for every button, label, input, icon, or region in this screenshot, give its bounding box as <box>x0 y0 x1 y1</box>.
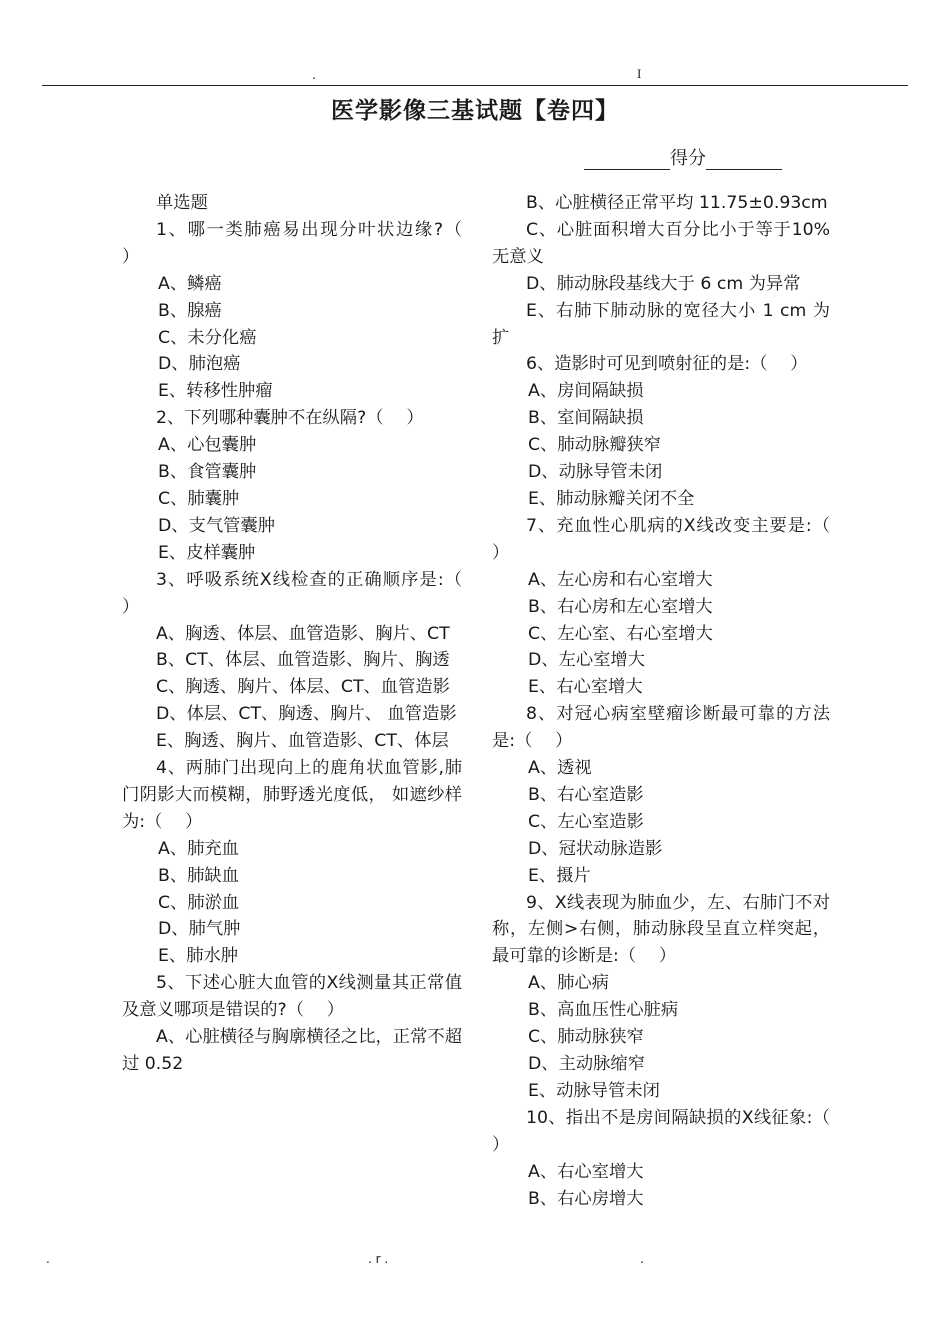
score-blank-left[interactable] <box>584 149 670 170</box>
q4-option-b: B、肺缺血 <box>158 865 239 886</box>
footer-right-mark: . <box>640 1252 644 1266</box>
q8-option-a: A、透视 <box>528 758 592 779</box>
q7-option-c: C、左心室、右心室增大 <box>528 623 713 644</box>
q4-option-e: E、肺水肿 <box>158 946 239 967</box>
question-5: 5、下述心脏大血管的X线测量其正常值及意义哪项是错误的?（ ） <box>122 973 462 1021</box>
header-rule <box>42 85 908 86</box>
question-7: 7、充血性心肌病的X线改变主要是:（ ） <box>492 515 853 563</box>
q8-option-d: D、冠状动脉造影 <box>528 838 663 859</box>
question-2: 2、下列哪种囊肿不在纵隔?（ ） <box>156 408 424 429</box>
question-10: 10、指出不是房间隔缺损的X线征象:（ ） <box>492 1107 853 1155</box>
question-3: 3、呼吸系统X线检查的正确顺序是:（ ） <box>122 569 485 617</box>
q2-option-a: A、心包囊肿 <box>158 435 257 456</box>
q3-option-c: C、胸透、胸片、体层、CT、血管造影 <box>156 677 450 698</box>
q9-option-a: A、肺心病 <box>528 973 609 994</box>
q6-option-d: D、动脉导管未闭 <box>528 462 663 483</box>
q1-option-a: A、鳞癌 <box>158 273 222 294</box>
q1-option-b: B、腺癌 <box>158 300 222 321</box>
q6-option-c: C、肺动脉瓣狭窄 <box>528 435 662 456</box>
question-6: 6、造影时可见到喷射征的是:（ ） <box>526 354 808 375</box>
q5-option-a: A、心脏横径与胸廓横径之比，正常不超过 0.52 <box>122 1027 462 1074</box>
q1-option-e: E、转移性肿瘤 <box>158 381 273 402</box>
q7-option-a: A、左心房和右心室增大 <box>528 569 713 590</box>
q5-option-e: E、右肺下肺动脉的宽径大小 1 cm 为扩 <box>492 300 830 348</box>
score-line <box>584 144 782 170</box>
q2-option-c: C、肺囊肿 <box>158 488 240 509</box>
footer-mid-mark: . r . <box>368 1252 389 1266</box>
footer-left-mark: . <box>46 1252 50 1266</box>
q4-option-d: D、肺气肿 <box>158 919 241 940</box>
q2-option-e: E、皮样囊肿 <box>158 542 256 563</box>
right-column <box>492 190 853 1212</box>
q3-option-b: B、CT、体层、血管造影、胸片、胸透 <box>156 650 450 671</box>
question-8: 8、对冠心病室壁瘤诊断最可靠的方法是:（ ） <box>492 704 830 752</box>
q5-option-d: D、肺动脉段基线大于 6 cm 为异常 <box>526 273 801 294</box>
q10-option-b: B、右心房增大 <box>528 1188 644 1209</box>
q7-option-d: D、左心室增大 <box>528 650 645 671</box>
question-4: 4、两肺门出现向上的鹿角状血管影,肺门阴影大而模糊，肺野透光度低， 如遮纱样为:（ ） <box>122 758 462 832</box>
q9-option-c: C、肺动脉狭窄 <box>528 1027 644 1048</box>
q6-option-b: B、室间隔缺损 <box>528 408 644 429</box>
q3-option-d: D、体层、CT、胸透、胸片、 血管造影 <box>156 704 457 725</box>
q8-option-e: E、摄片 <box>528 865 591 886</box>
score-label: 得分 <box>670 148 706 169</box>
header-mark: I <box>637 66 642 81</box>
q7-option-e: E、右心室增大 <box>528 677 643 698</box>
q1-option-c: C、未分化癌 <box>158 327 257 348</box>
question-1: 1、哪一类肺癌易出现分叶状边缘?（ ） <box>122 219 485 267</box>
q9-option-b: B、高血压性心脏病 <box>528 1000 679 1021</box>
question-9: 9、X线表现为肺血少，左、右肺门不对称，左侧>右侧，肺动脉段呈直立样突起，最可靠的诊断是:（ ） <box>492 892 830 967</box>
page-title: 医学影像三基试题【卷四】 <box>331 98 619 124</box>
q3-option-a: A、胸透、体层、血管造影、胸片、CT <box>156 623 450 644</box>
score-blank-right[interactable] <box>706 149 782 170</box>
q6-option-a: A、房间隔缺损 <box>528 381 644 402</box>
q2-option-b: B、食管囊肿 <box>158 462 257 483</box>
q8-option-b: B、右心室造影 <box>528 784 644 805</box>
q1-option-d: D、肺泡癌 <box>158 354 241 375</box>
q6-option-e: E、肺动脉瓣关闭不全 <box>528 488 695 509</box>
q2-option-d: D、支气管囊肿 <box>158 515 275 536</box>
q9-option-e: E、动脉导管未闭 <box>528 1080 660 1101</box>
section-heading: 单选题 <box>156 193 208 213</box>
q10-option-a: A、右心室增大 <box>528 1161 644 1182</box>
q5-option-b: B、心脏横径正常平均 11.75±0.93cm <box>526 193 828 213</box>
q4-option-a: A、肺充血 <box>158 838 239 859</box>
q4-option-c: C、肺淤血 <box>158 892 240 913</box>
q9-option-d: D、主动脉缩窄 <box>528 1054 645 1074</box>
left-column <box>122 190 485 1078</box>
q3-option-e: E、胸透、胸片、血管造影、CT、体层 <box>156 731 449 752</box>
header-dot: . <box>312 68 316 82</box>
q7-option-b: B、右心房和左心室增大 <box>528 596 713 617</box>
q8-option-c: C、左心室造影 <box>528 811 644 832</box>
q5-option-c: C、心脏面积增大百分比小于等于10%无意义 <box>492 219 830 267</box>
